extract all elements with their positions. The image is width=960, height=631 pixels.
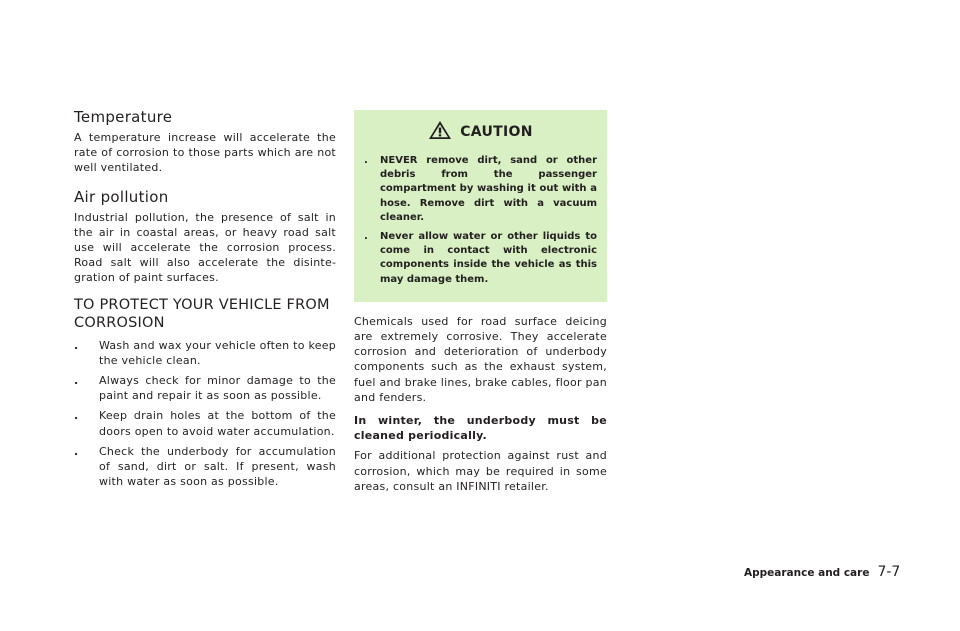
bullet-icon: . — [74, 409, 79, 423]
list-item: . Always check for minor damage to the paint and repair it as soon as possible. — [74, 374, 336, 403]
air-pollution-heading: Air pollution — [74, 187, 169, 206]
page-footer — [744, 564, 900, 580]
list-item: . Keep drain holes at the bottom of the doors open to avoid water accumulation. — [74, 409, 336, 438]
bullet-icon: . — [74, 444, 79, 458]
temperature-heading: Temperature — [74, 108, 173, 126]
caution-box — [354, 110, 607, 302]
caution-header — [364, 120, 597, 144]
list-item: . Wash and wax your vehicle often to keep the vehicle clean. — [74, 338, 336, 367]
bullet-icon: . — [364, 155, 368, 166]
right-column — [354, 110, 607, 502]
list-item: . Check the underbody for accumulation of sand, dirt or salt. If present, wash with water as soon as possible. — [74, 444, 336, 489]
caution-title: CAUTION — [460, 124, 533, 140]
retailer-text: For additional protection against rust and corrosion, which may be required in some areas, consult an INFINITI retailer. — [354, 449, 607, 493]
air-pollution-text: Industrial pollution, the presence of salt in the air in coastal areas, or heavy road salt use will accelerate the corrosion process. Road salt will also accelerate the disintegration of paint surfaces. — [74, 210, 336, 285]
protect-heading: TO PROTECT YOUR VEHICLE FROM CORROSION — [74, 296, 330, 331]
bullet-icon: . — [74, 374, 79, 388]
deicing-text: Chemicals used for road surface deicing are extremely corrosive. They accelerate corrosion and deterioration of underbody components such as the exhaust system, fuel and brake lines, brake cables, floor pan and fenders. — [354, 314, 607, 404]
warning-triangle-icon — [428, 120, 452, 144]
temperature-text: A temperature increase will accelerate the rate of corrosion to those parts which are not well ventilated. — [74, 131, 336, 175]
underbody-note: In winter, the underbody must be cleaned periodically. — [354, 414, 607, 443]
protect-list — [74, 338, 336, 490]
left-column — [74, 108, 336, 494]
section-name: Appearance and care — [744, 567, 870, 579]
caution-item: . NEVER remove dirt, sand or other debris from the passenger compartment by washing it out with a hose. Remove dirt with a vacuum cleaner. — [364, 155, 597, 223]
bullet-icon: . — [364, 231, 368, 243]
caution-item: . Never allow water or other liquids to come in contact with electronic components inside the vehicle as this may damage them. — [364, 231, 597, 285]
bullet-icon: . — [74, 338, 79, 352]
page-number: 7-7 — [877, 564, 901, 580]
